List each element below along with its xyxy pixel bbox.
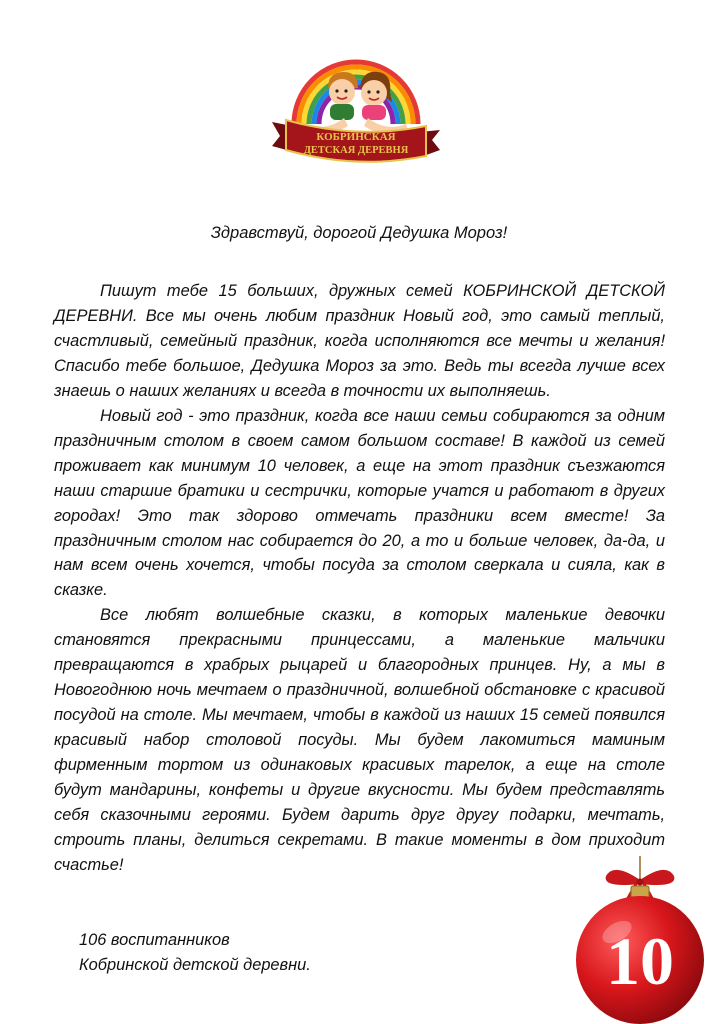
letter-signature — [79, 928, 311, 978]
logo-ribbon-banner — [272, 120, 440, 162]
christmas-ball-ornament — [565, 856, 715, 1024]
letter-greeting: Здравствуй, дорогой Дедушка Мороз! — [210, 224, 508, 242]
letter-paragraph-3: Все любят волшебные сказки, в которых маленькие девочки становятся прекрасными принцессами, а маленькие мальчики превращаются в храбрых рыцарей и благородных принцев. Ну, а мы в Новогоднюю ночь мечтаем о праздничной, волшебной обстановке с красивой посудой на столе. Мы мечтаем, чтобы в каждой из наших 15 семей появился красивый набор столовой посуды. Мы будем лакомиться маминым фирменным тортом из одинаковых красивых тарелок, а еще на столе будут мандарины, конфеты и другие вкусности. Мы будем представлять себя сказочными героями. Будем дарить друг другу подарки, мечтать, строить планы, делиться секретами. В такие моменты в дом приходит счастье! — [54, 606, 665, 874]
letter-paragraph-2: Новый год - это праздник, когда все наши семьи собираются за одним праздничным столом в своем самом большом составе! В каждой из семей проживает как минимум 10 человек, а еще на этот праздник съезжаются наши старшие братики и сестрички, которые учатся и работают в других городах! Это так здорово отмечать праздники всем вместе! За праздничным столом нас собирается до 20, а то и больше человек, да-да, и нам всем очень хочется, чтобы посуда за столом сверкала и сияла, как в сказке. — [54, 406, 665, 600]
signature-line-2: Кобринской детской деревни. — [79, 956, 311, 974]
kobrin-childrens-village-logo — [266, 28, 446, 168]
rainbow-graphic — [294, 62, 418, 124]
logo-banner-line1: КОБРИНСКАЯ — [316, 131, 396, 143]
signature-line-1: 106 воспитанников — [79, 931, 230, 949]
letter-paragraph-1: Пишут тебе 15 больших, дружных семей КОБРИНСКОЙ ДЕТСКОЙ ДЕРЕВНИ. Все мы очень любим праздник Новый год, это самый теплый, счастливый, семейный праздник, когда исполняются все мечты и желания! Спасибо тебе большое, Дедушка Мороз за это. Ведь ты всегда лучше всех знаешь о наших желаниях и всегда в точности их выполняешь. — [54, 282, 665, 400]
ornament-number: 10 — [606, 923, 674, 999]
letter-body — [54, 279, 665, 878]
logo-banner-line2: ДЕТСКАЯ ДЕРЕВНЯ — [303, 145, 409, 156]
